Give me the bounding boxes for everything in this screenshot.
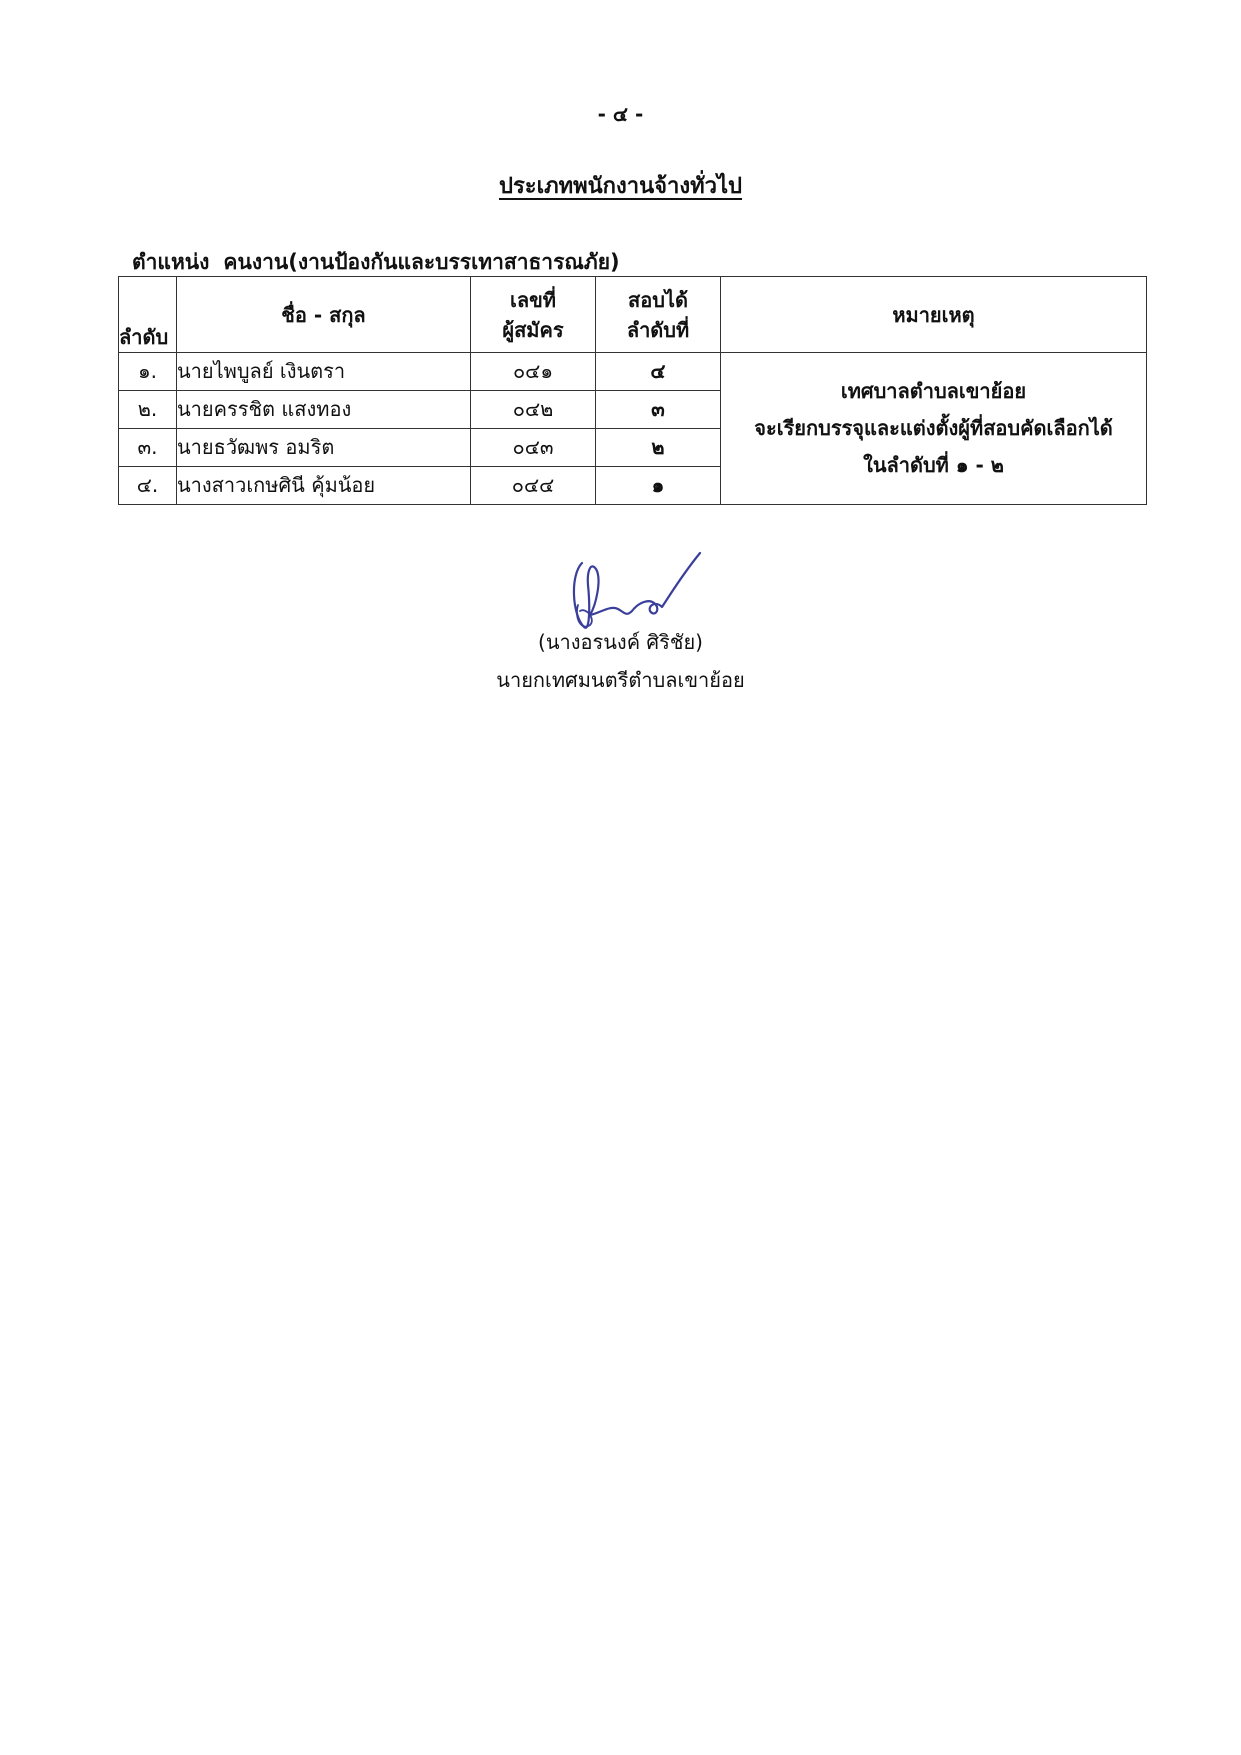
table-row — [119, 353, 1147, 391]
row-application-number: ๐๔๓ — [471, 429, 596, 467]
header-rank — [596, 277, 721, 353]
row-order: ๓. — [119, 429, 177, 467]
row-rank: ๓ — [596, 391, 721, 429]
position-line — [132, 246, 620, 279]
remark-cell — [721, 353, 1147, 505]
row-order: ๑. — [119, 353, 177, 391]
section-title: ประเภทพนักงานจ้างทั่วไป — [499, 174, 742, 199]
row-application-number: ๐๔๔ — [471, 467, 596, 505]
signer-name: (นางอรนงค์ ศิริชัย) — [538, 630, 703, 654]
row-name: นายไพบูลย์ เงินตรา — [177, 353, 471, 391]
signer-title: นายกเทศมนตรีตำบลเขาย้อย — [496, 668, 745, 692]
remark-line3: ในลำดับที่ ๑ - ๒ — [863, 453, 1004, 477]
table-header-row — [119, 277, 1147, 353]
row-order: ๒. — [119, 391, 177, 429]
remark-line2: จะเรียกบรรจุและแต่งตั้งผู้ที่สอบคัดเลือกได้ — [754, 416, 1113, 440]
row-rank: ๔ — [596, 353, 721, 391]
header-appno-line1: เลขที่ — [510, 287, 556, 312]
header-rank-line2: ลำดับที่ — [626, 317, 690, 342]
row-application-number: ๐๔๑ — [471, 353, 596, 391]
signature-stroke — [574, 553, 700, 628]
row-name: นายครรชิต แสงทอง — [177, 391, 471, 429]
header-appno-line2: ผู้สมัคร — [502, 317, 564, 342]
signature-image — [560, 545, 710, 635]
header-application-number — [471, 277, 596, 353]
results-table — [118, 276, 1147, 505]
row-name: นางสาวเกษศินี คุ้มน้อย — [177, 467, 471, 505]
header-rank-line1: สอบได้ — [628, 287, 688, 312]
position-value: คนงาน(งานป้องกันและบรรเทาสาธารณภัย) — [223, 250, 620, 274]
header-name: ชื่อ - สกุล — [177, 277, 471, 353]
position-label: ตำแหน่ง — [132, 250, 210, 274]
row-application-number: ๐๔๒ — [471, 391, 596, 429]
remark-line1: เทศบาลตำบลเขาย้อย — [840, 379, 1027, 403]
header-order: ลำดับ — [119, 277, 177, 353]
row-name: นายธวัฒพร อมริต — [177, 429, 471, 467]
row-order: ๔. — [119, 467, 177, 505]
page-number: - ๔ - — [597, 102, 644, 126]
header-remark: หมายเหตุ — [721, 277, 1147, 353]
row-rank: ๑ — [596, 467, 721, 505]
row-rank: ๒ — [596, 429, 721, 467]
